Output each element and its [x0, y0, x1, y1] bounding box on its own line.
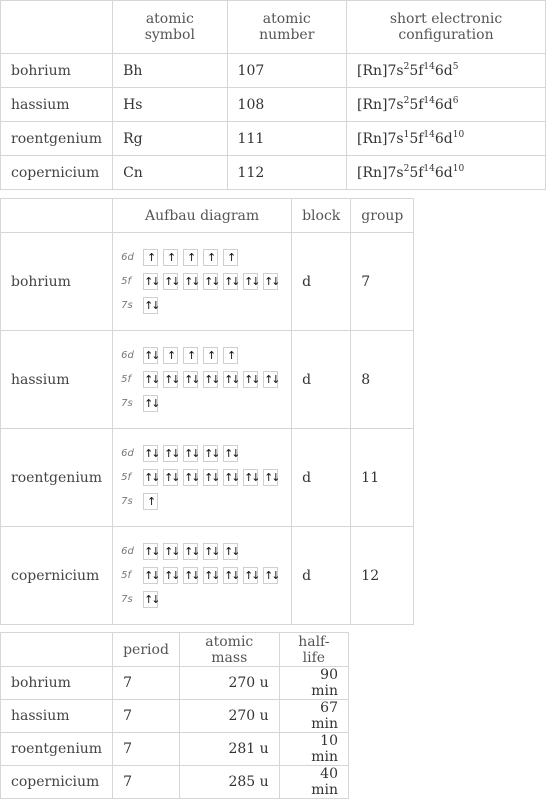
orbital-box: ↑↓ — [164, 569, 179, 582]
config-electron-count: 6 — [452, 95, 459, 106]
orbital-row — [121, 442, 283, 466]
period: 7 — [113, 766, 180, 799]
table-row — [1, 766, 349, 799]
config-orbital: 7s — [387, 130, 404, 147]
orbital-box: ↑↓ — [204, 275, 219, 288]
header-empty — [1, 633, 113, 667]
table-row — [1, 122, 546, 156]
aufbau-diagram — [113, 331, 292, 429]
orbital-box: ↑↓ — [164, 471, 179, 484]
orbital-box: ↑↓ — [164, 447, 179, 460]
config-orbital: 6d — [434, 164, 453, 181]
element-name: hassium — [1, 88, 113, 122]
orbital-box: ↑↓ — [224, 569, 239, 582]
config-electron-count: 14 — [423, 163, 435, 174]
atomic-mass: 270 u — [179, 667, 279, 700]
orbital-box: ↑↓ — [244, 471, 259, 484]
orbital-box: ↑↓ — [224, 545, 239, 558]
atomic-number: 112 — [227, 156, 346, 190]
orbital-box: ↑↓ — [144, 471, 159, 484]
config-orbital: 7s — [387, 164, 404, 181]
aufbau-diagram — [113, 233, 292, 331]
config-orbital: 5f — [409, 164, 424, 181]
config-electron-count: 2 — [403, 95, 410, 106]
orbital-row — [121, 246, 283, 270]
block: d — [292, 331, 351, 429]
orbital-box: ↑↓ — [144, 373, 159, 386]
orbital-label: 7s — [121, 300, 133, 311]
element-name: hassium — [1, 331, 113, 429]
atomic-number: 111 — [227, 122, 346, 156]
table-row — [1, 667, 349, 700]
config-electron-count: 2 — [403, 163, 410, 174]
config-orbital: 7s — [387, 96, 404, 113]
element-name: copernicium — [1, 527, 113, 625]
orbital-row — [121, 588, 283, 612]
header-atomic-number: atomic number — [227, 1, 346, 54]
orbital-box: ↑↓ — [184, 545, 199, 558]
orbital-box: ↑↓ — [144, 349, 159, 362]
period-mass-table — [0, 632, 349, 799]
orbital-label: 7s — [121, 594, 133, 605]
orbital-label: 5f — [121, 472, 131, 483]
orbital-box: ↑ — [163, 347, 178, 364]
table-row — [1, 527, 414, 625]
orbital-row — [121, 466, 283, 490]
orbital-box: ↑↓ — [244, 275, 259, 288]
orbital-box: ↑↓ — [144, 545, 159, 558]
period: 7 — [113, 667, 180, 700]
orbital-box: ↑↓ — [224, 373, 239, 386]
orbital-box: ↑↓ — [264, 569, 279, 582]
atomic-mass: 285 u — [179, 766, 279, 799]
config-electron-count: 10 — [452, 129, 465, 140]
orbital-box: ↑ — [203, 249, 218, 266]
atomic-symbol: Hs — [113, 88, 227, 122]
config-orbital: 6d — [434, 62, 453, 79]
atomic-symbol: Rg — [113, 122, 227, 156]
table-row — [1, 233, 414, 331]
orbital-row — [121, 490, 283, 514]
element-properties-table — [0, 0, 546, 190]
orbital-row — [121, 344, 283, 368]
header-electronic-configuration: short electronic configuration — [347, 1, 546, 54]
orbital-label: 7s — [121, 398, 133, 409]
config-core: [Rn] — [357, 164, 388, 181]
orbital-label: 6d — [121, 350, 134, 361]
group: 8 — [351, 331, 414, 429]
block: d — [292, 233, 351, 331]
header-atomic-mass: atomic mass — [179, 633, 279, 667]
half-life: 90 min — [279, 667, 348, 700]
half-life: 10 min — [279, 733, 348, 766]
atomic-mass: 281 u — [179, 733, 279, 766]
config-orbital: 7s — [387, 62, 404, 79]
orbital-box: ↑ — [143, 493, 158, 510]
orbital-box: ↑↓ — [224, 275, 239, 288]
table-row — [1, 88, 546, 122]
aufbau-diagram — [113, 429, 292, 527]
aufbau-diagram — [113, 527, 292, 625]
config-electron-count: 14 — [423, 61, 435, 72]
orbital-row — [121, 540, 283, 564]
orbital-label: 7s — [121, 496, 133, 507]
table-row — [1, 429, 414, 527]
orbital-box: ↑↓ — [144, 397, 159, 410]
atomic-symbol: Cn — [113, 156, 227, 190]
atomic-symbol: Bh — [113, 54, 227, 88]
orbital-box: ↑↓ — [184, 373, 199, 386]
orbital-box: ↑ — [183, 347, 198, 364]
orbital-row — [121, 564, 283, 588]
header-empty — [1, 1, 113, 54]
orbital-box: ↑↓ — [204, 373, 219, 386]
orbital-box: ↑↓ — [144, 593, 159, 606]
aufbau-table — [0, 198, 414, 625]
config-orbital: 5f — [409, 96, 424, 113]
orbital-box: ↑↓ — [164, 373, 179, 386]
header-atomic-symbol: atomic symbol — [113, 1, 227, 54]
orbital-box: ↑↓ — [204, 447, 219, 460]
orbital-label: 5f — [121, 374, 131, 385]
atomic-mass: 270 u — [179, 700, 279, 733]
group: 7 — [351, 233, 414, 331]
orbital-box: ↑ — [223, 347, 238, 364]
element-name: roentgenium — [1, 429, 113, 527]
half-life: 40 min — [279, 766, 348, 799]
header-aufbau-diagram: Aufbau diagram — [113, 199, 292, 233]
header-group: group — [351, 199, 414, 233]
orbital-label: 5f — [121, 570, 131, 581]
table-row — [1, 54, 546, 88]
atomic-number: 108 — [227, 88, 346, 122]
orbital-box: ↑ — [183, 249, 198, 266]
orbital-box: ↑↓ — [144, 275, 159, 288]
orbital-box: ↑↓ — [144, 569, 159, 582]
orbital-row — [121, 294, 283, 318]
orbital-box: ↑↓ — [224, 447, 239, 460]
element-name: hassium — [1, 700, 113, 733]
orbital-box: ↑ — [203, 347, 218, 364]
orbital-box: ↑↓ — [204, 545, 219, 558]
orbital-box: ↑↓ — [164, 545, 179, 558]
element-name: roentgenium — [1, 122, 113, 156]
header-empty — [1, 199, 113, 233]
orbital-label: 5f — [121, 276, 131, 287]
header-half-life: half-life — [279, 633, 348, 667]
config-electron-count: 5 — [452, 61, 459, 72]
orbital-box: ↑ — [143, 249, 158, 266]
orbital-row — [121, 368, 283, 392]
orbital-label: 6d — [121, 546, 134, 557]
atomic-number: 107 — [227, 54, 346, 88]
orbital-box: ↑↓ — [264, 471, 279, 484]
electronic-configuration — [347, 54, 546, 88]
group: 12 — [351, 527, 414, 625]
table-header-row — [1, 199, 414, 233]
config-orbital: 6d — [434, 130, 453, 147]
element-name: bohrium — [1, 54, 113, 88]
electronic-configuration — [347, 156, 546, 190]
table-row — [1, 733, 349, 766]
period: 7 — [113, 733, 180, 766]
orbital-box: ↑↓ — [224, 471, 239, 484]
period: 7 — [113, 700, 180, 733]
config-orbital: 6d — [434, 96, 453, 113]
orbital-box: ↑↓ — [204, 569, 219, 582]
config-electron-count: 14 — [423, 95, 435, 106]
table-row — [1, 700, 349, 733]
orbital-box: ↑ — [163, 249, 178, 266]
orbital-label: 6d — [121, 448, 134, 459]
table-row — [1, 331, 414, 429]
header-block: block — [292, 199, 351, 233]
config-orbital: 5f — [409, 62, 424, 79]
orbital-box: ↑↓ — [244, 569, 259, 582]
orbital-box: ↑↓ — [204, 471, 219, 484]
orbital-box: ↑↓ — [144, 299, 159, 312]
config-orbital: 5f — [409, 130, 424, 147]
orbital-label: 6d — [121, 252, 134, 263]
orbital-box: ↑ — [223, 249, 238, 266]
element-name: copernicium — [1, 156, 113, 190]
electronic-configuration — [347, 122, 546, 156]
half-life: 67 min — [279, 700, 348, 733]
orbital-box: ↑↓ — [264, 373, 279, 386]
block: d — [292, 527, 351, 625]
orbital-box: ↑↓ — [144, 447, 159, 460]
orbital-box: ↑↓ — [184, 471, 199, 484]
config-electron-count: 14 — [423, 129, 435, 140]
config-core: [Rn] — [357, 130, 388, 147]
table-header-row — [1, 1, 546, 54]
group: 11 — [351, 429, 414, 527]
config-electron-count: 1 — [403, 129, 410, 140]
config-core: [Rn] — [357, 96, 388, 113]
table-row — [1, 156, 546, 190]
orbital-box: ↑↓ — [244, 373, 259, 386]
electronic-configuration — [347, 88, 546, 122]
orbital-row — [121, 392, 283, 416]
element-name: copernicium — [1, 766, 113, 799]
config-electron-count: 2 — [403, 61, 410, 72]
orbital-box: ↑↓ — [184, 275, 199, 288]
config-electron-count: 10 — [452, 163, 465, 174]
header-period: period — [113, 633, 180, 667]
element-name: bohrium — [1, 667, 113, 700]
orbital-box: ↑↓ — [264, 275, 279, 288]
element-name: bohrium — [1, 233, 113, 331]
element-name: roentgenium — [1, 733, 113, 766]
orbital-row — [121, 270, 283, 294]
orbital-box: ↑↓ — [184, 569, 199, 582]
orbital-box: ↑↓ — [184, 447, 199, 460]
config-core: [Rn] — [357, 62, 388, 79]
table-header-row — [1, 633, 349, 667]
block: d — [292, 429, 351, 527]
orbital-box: ↑↓ — [164, 275, 179, 288]
